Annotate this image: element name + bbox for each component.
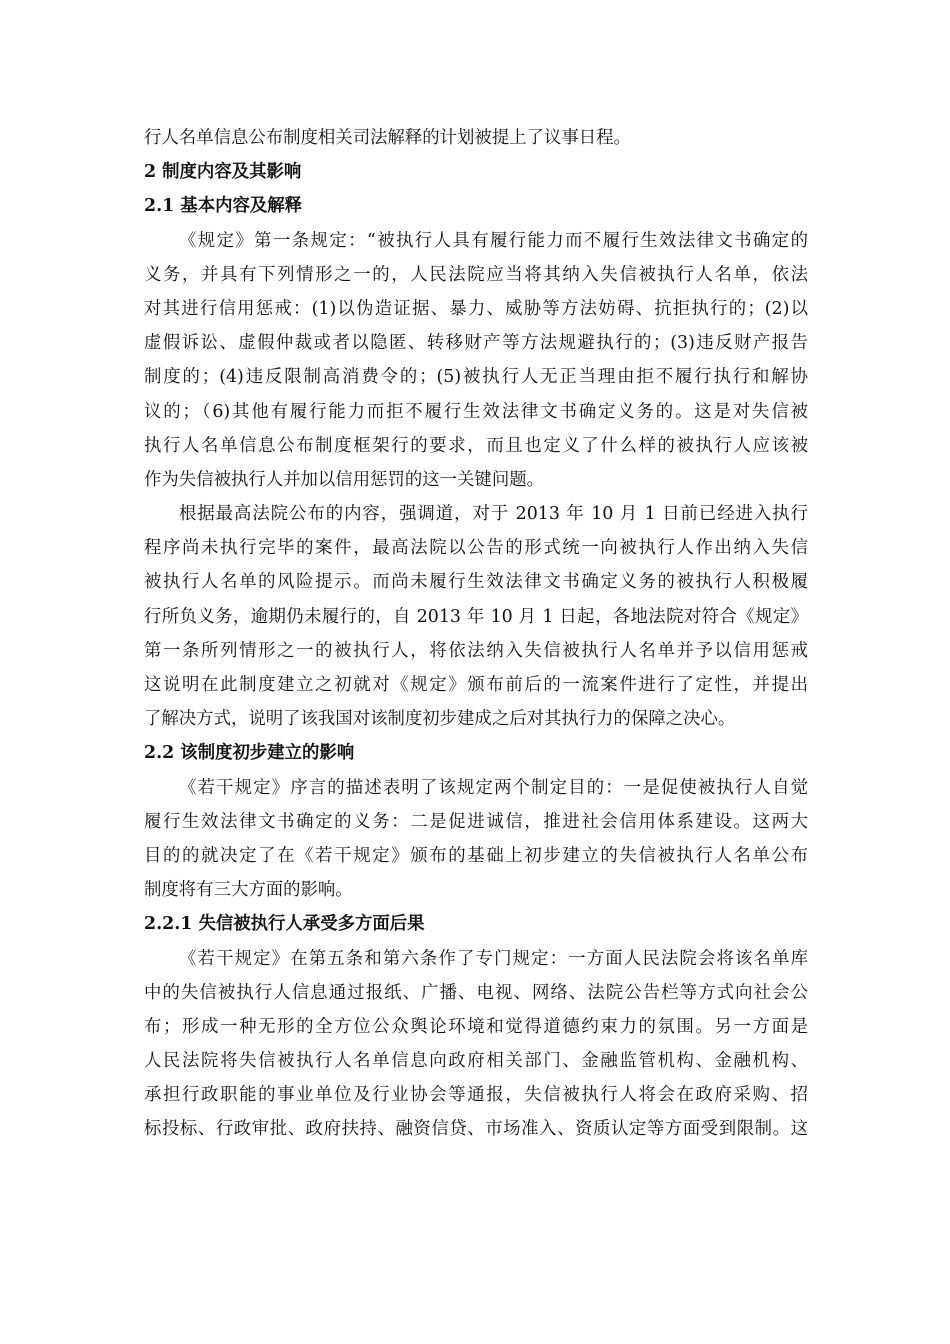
paragraph-last-line: 作为失信被执行人并加以信用惩罚的这一关键问题。 xyxy=(144,469,544,490)
paragraph-last-line: 行人名单信息公布制度相关司法解释的计划被提上了议事日程。 xyxy=(144,128,631,148)
paragraph-line: 义务，并具有下列情形之一的，人民法院应当将其纳入失信被执行人名单，依法 xyxy=(144,264,808,285)
paragraph-line: 目的的就决定了在《若干规定》颁布的基础上初步建立的失信被执行人名单公布 xyxy=(144,845,808,866)
paragraph-line: 执行人名单信息公布制度框架行的要求，而且也定义了什么样的被执行人应该被 xyxy=(144,435,808,456)
paragraph-line: 这说明在此制度建立之初就对《规定》颁布前后的一流案件进行了定性，并提出 xyxy=(144,675,808,695)
paragraph-line: 被执行人名单的风险提示。而尚未履行生效法律文书确定义务的被执行人积极履 xyxy=(144,572,808,593)
paragraph-line: 标投标、行政审批、政府扶持、融资信贷、市场准入、资质认定等方面受到限制。这 xyxy=(144,1119,808,1140)
paragraph-last-line: 了解决方式，说明了该我国对该制度初步建成之后对其执行力的保障之决心。 xyxy=(144,709,736,730)
paragraph-line: 中的失信被执行人信息通过报纸、广播、电视、网络、法院公告栏等方式向社会公 xyxy=(144,982,808,1003)
document-body xyxy=(144,121,808,1147)
paragraph-first-line: 根据最高法院公布的内容，强调道，对于 2013 年 10 月 1 日前已经进入执行 xyxy=(179,504,808,525)
paragraph-line: 第一条所列情形之一的被执行人，将依法纳入失信被执行人名单并予以信用惩戒 xyxy=(144,640,808,661)
paragraph-line: 履行生效法律文书确定的义务：二是促进诚信，推进社会信用体系建设。这两大 xyxy=(144,811,808,832)
paragraph-line: 承担行政职能的事业单位及行业协会等通报，失信被执行人将会在政府采购、招 xyxy=(144,1085,808,1106)
section-heading: 2.2 该制度初步建立的影响 xyxy=(144,743,355,764)
paragraph-line: 人民法院将失信被执行人名单信息向政府相关部门、金融监管机构、金融机构、 xyxy=(144,1051,808,1072)
paragraph-line: 程序尚未执行完毕的案件，最高法院以公告的形式统一向被执行人作出纳入失信 xyxy=(144,538,808,559)
section-heading: 2.1 基本内容及解释 xyxy=(144,196,303,217)
paragraph-first-line: 《若干规定》在第五条和第六条作了专门规定：一方面人民法院会将该名单库 xyxy=(179,948,808,969)
paragraph-last-line: 制度将有三大方面的影响。 xyxy=(144,880,353,901)
paragraph-line: 制度的；(4)违反限制高消费令的；(5)被执行人无正当理由拒不履行执行和解协 xyxy=(144,367,808,388)
paragraph-first-line: 《规定》第一条规定：“被执行人具有履行能力而不履行生效法律文书确定的 xyxy=(179,230,808,251)
paragraph-line: 布；形成一种无形的全方位公众舆论环境和觉得道德约束力的氛围。另一方面是 xyxy=(144,1016,808,1037)
paragraph-line: 行所负义务，逾期仍未履行的，自 2013 年 10 月 1 日起，各地法院对符合《规定》 xyxy=(144,606,808,627)
paragraph-first-line: 《若干规定》序言的描述表明了该规定两个制定目的：一是促使被执行人自觉 xyxy=(179,777,808,798)
section-heading: 2 制度内容及其影响 xyxy=(144,162,302,183)
paragraph-line: 对其进行信用惩戒：(1)以伪造证据、暴力、威胁等方法妨碍、抗拒执行的；(2)以 xyxy=(144,298,808,319)
section-heading: 2.2.1 失信被执行人承受多方面后果 xyxy=(144,914,425,935)
paragraph-line: 虚假诉讼、虚假仲裁或者以隐匿、转移财产等方法规避执行的；(3)违反财产报告 xyxy=(144,333,808,354)
paragraph-line: 议的；（6)其他有履行能力而拒不履行生效法律文书确定义务的。这是对失信被 xyxy=(144,401,808,422)
